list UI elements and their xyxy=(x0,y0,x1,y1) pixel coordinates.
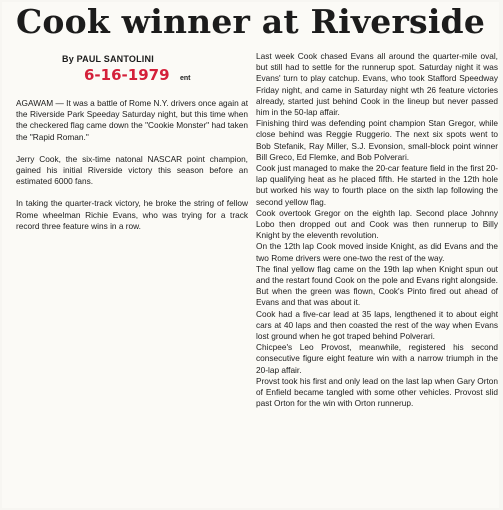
paragraph: Jerry Cook, the six-time natonal NASCAR point champion, gained his initial Riverside victory this season before an estimated 6000 fans. xyxy=(16,153,248,187)
paragraph: AGAWAM — It was a battle of Rome N.Y. drivers once again at the Riverside Park Speeday Saturday night, but this time when the checkered flag came down the "Cookie Monster" had taken the "Rapid Roman." xyxy=(16,98,248,142)
paragraph: Cook overtook Gregor on the eighth lap. Second place Johnny Lobo then dropped out and Cook was then runnerup to Billy Knight by the eleventh revolution. xyxy=(256,207,498,241)
date-stamp: 6-16-1979 xyxy=(84,66,170,84)
right-column xyxy=(256,51,498,410)
paragraph: Finishing third was defending point champion Stan Gregor, while close behind was Reggie Ruggerio. The next six spots went to Bob Stefanik, Ray Miller, S.J. Evonsion, small-block point winner Bill Greco, Ed Flemke, and Bob Polverari. xyxy=(256,118,498,162)
left-column xyxy=(16,98,248,243)
paragraph: Cook just managed to make the 20-car feature field in the first 20-lap qualifying heat as he placed fifth. He started in the 12th hole but worked his way to fourth place on the sixth lap following the second yellow flag. xyxy=(256,163,498,207)
paragraph: The final yellow flag came on the 19th lap when Knight spun out and the restart found Cook on the pole and Evans right alongside. But when the green was flown, Cook's Pinto fired out ahead of Evans and that was about it. xyxy=(256,263,498,308)
paragraph: On the 12th lap Cook moved inside Knight, as did Evans and the two Rome drivers were one-two the rest of the way. xyxy=(256,241,498,263)
paragraph: Last week Cook chased Evans all around the quarter-mile oval, but still had to settle for the runnerup spot. Saturday night it was Evans' turn to play catchup. Evans, who took Stafford Speedway Friday night, and came in Saturday night wth 26 feature victories already, started just behind Cook in the lineup but never passed him in the 50-lap affair. xyxy=(256,51,498,118)
headline: Cook winner at Riverside xyxy=(15,2,486,41)
newspaper-clipping xyxy=(2,2,499,508)
byline: By PAUL SANTOLINI xyxy=(62,54,154,64)
paragraph: Cook had a five-car lead at 35 laps, lengthened it to about eight cars at 40 laps and then coasted the rest of the way when Evans lost ground when he got traped behind Polverari. xyxy=(256,308,498,342)
date-stamp-suffix: ent xyxy=(180,75,191,82)
paragraph: In taking the quarter-track victory, he broke the string of fellow Rome wheelman Richie Evans, who was trying for a track record three feature wins in a row. xyxy=(16,198,248,231)
paragraph: Provst took his first and only lead on the last lap when Gary Orton of Enfield became tangled with some other vehicles. Provost slid past Orton for the win with Orton runnerup. xyxy=(256,375,498,409)
paragraph: Chicpee's Leo Provost, meanwhile, registered his second consecutive figure eight feature win with a narrow triumph in the 20-lap affair. xyxy=(256,342,498,375)
